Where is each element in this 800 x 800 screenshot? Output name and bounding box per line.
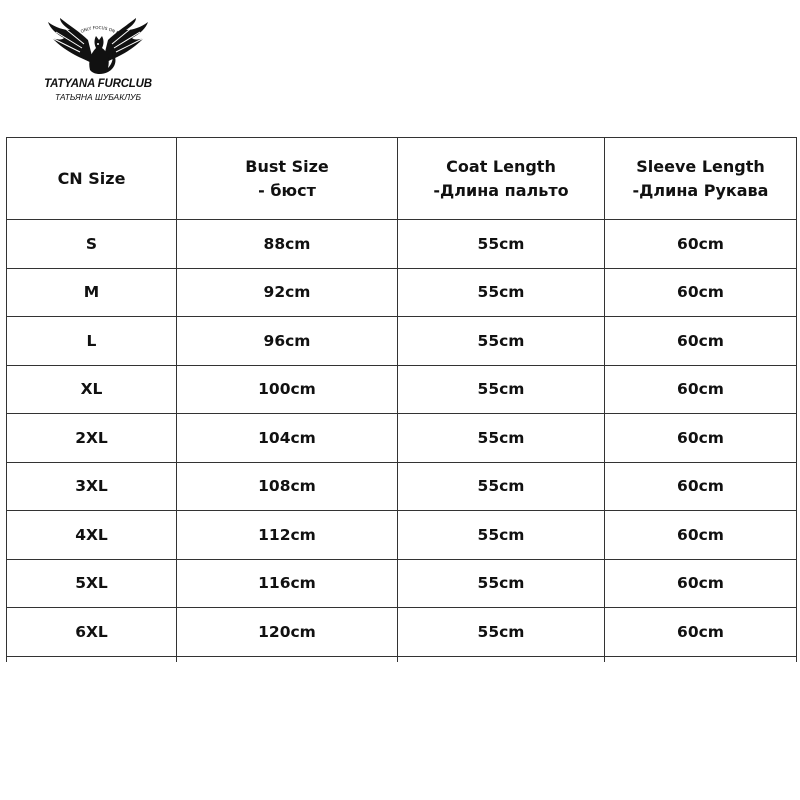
winged-fox-emblem-icon xyxy=(42,18,154,78)
table-row xyxy=(7,365,797,414)
header-bust-size: Bust Size - бюст xyxy=(177,138,398,220)
cell-bust: 100cm xyxy=(177,365,398,414)
table-row xyxy=(7,317,797,366)
cell-size: 5XL xyxy=(7,559,177,608)
cell-coat-length: 55cm xyxy=(398,462,605,511)
cell-size: S xyxy=(7,220,177,269)
table-row xyxy=(7,414,797,463)
cell-coat-length: 55cm xyxy=(398,414,605,463)
table-row xyxy=(7,268,797,317)
cell-bust: 108cm xyxy=(177,462,398,511)
cell-coat-length: 55cm xyxy=(398,268,605,317)
logo-subtitle: ТАТЬЯНА ШУБАКЛУБ xyxy=(54,92,141,102)
table-cutoff-row xyxy=(7,656,797,662)
logo-tagline: ONLY FOCUS ON FU xyxy=(79,24,123,38)
cell-coat-length: 55cm xyxy=(398,317,605,366)
cell-bust: 92cm xyxy=(177,268,398,317)
table-row xyxy=(7,559,797,608)
cell-bust: 96cm xyxy=(177,317,398,366)
cell-bust: 112cm xyxy=(177,511,398,560)
cell-size: 3XL xyxy=(7,462,177,511)
cell-bust: 104cm xyxy=(177,414,398,463)
cell-sleeve-length: 60cm xyxy=(605,608,797,657)
table-row xyxy=(7,220,797,269)
cell-sleeve-length: 60cm xyxy=(605,268,797,317)
cell-sleeve-length: 60cm xyxy=(605,220,797,269)
cell-coat-length: 55cm xyxy=(398,608,605,657)
cell-coat-length: 55cm xyxy=(398,220,605,269)
cell-size: XL xyxy=(7,365,177,414)
cell-size: 6XL xyxy=(7,608,177,657)
cell-coat-length: 55cm xyxy=(398,511,605,560)
cell-bust: 116cm xyxy=(177,559,398,608)
logo-title: TATYANA FURCLUB xyxy=(44,78,152,90)
header-coat-length: Coat Length -Длина пальто xyxy=(398,138,605,220)
cell-size: 2XL xyxy=(7,414,177,463)
cell-bust: 88cm xyxy=(177,220,398,269)
cell-sleeve-length: 60cm xyxy=(605,317,797,366)
cell-coat-length: 55cm xyxy=(398,559,605,608)
cell-sleeve-length: 60cm xyxy=(605,414,797,463)
cell-size: 4XL xyxy=(7,511,177,560)
table-row xyxy=(7,511,797,560)
header-cn-size: CN Size xyxy=(7,138,177,220)
cell-sleeve-length: 60cm xyxy=(605,365,797,414)
table-row xyxy=(7,462,797,511)
cell-sleeve-length: 60cm xyxy=(605,462,797,511)
cell-size: M xyxy=(7,268,177,317)
table-header-row xyxy=(7,138,797,220)
size-chart-table xyxy=(6,137,797,662)
brand-logo xyxy=(34,18,162,102)
cell-size: L xyxy=(7,317,177,366)
cell-bust: 120cm xyxy=(177,608,398,657)
cell-sleeve-length: 60cm xyxy=(605,559,797,608)
header-sleeve-length: Sleeve Length -Длина Рукава xyxy=(605,138,797,220)
cell-sleeve-length: 60cm xyxy=(605,511,797,560)
table-row xyxy=(7,608,797,657)
cell-coat-length: 55cm xyxy=(398,365,605,414)
